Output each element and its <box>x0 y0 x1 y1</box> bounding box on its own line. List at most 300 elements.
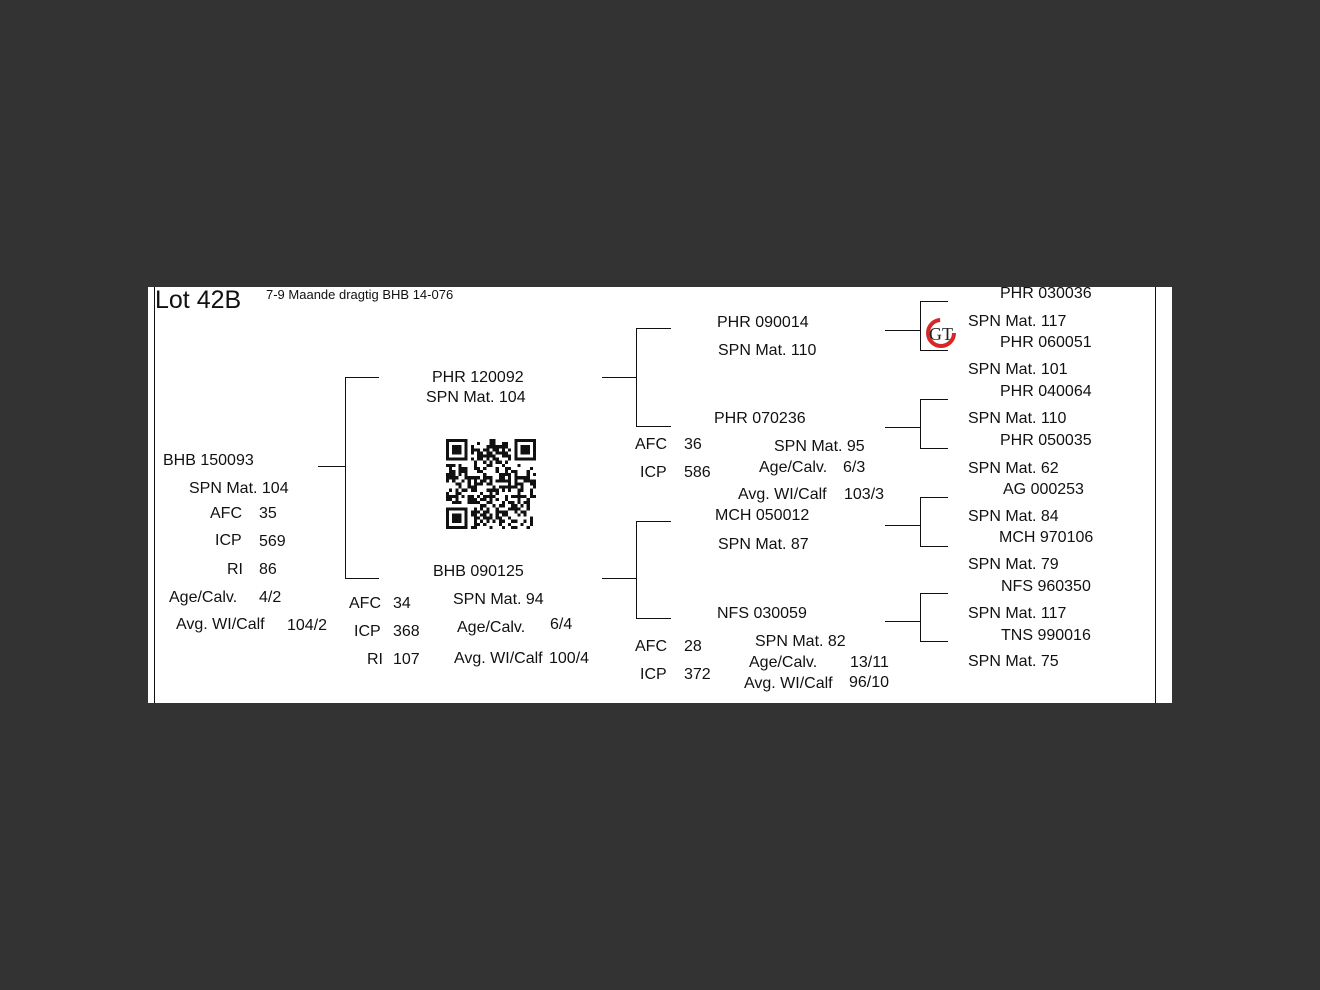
qr-module <box>458 517 461 520</box>
qr-module <box>514 507 517 510</box>
qr-module <box>514 495 517 498</box>
qr-module <box>486 507 489 510</box>
qr-module <box>489 489 492 492</box>
qr-module <box>505 461 508 464</box>
qr-module <box>514 476 517 479</box>
dam-ri: 107 <box>393 651 420 668</box>
qr-module <box>493 439 496 442</box>
qr-module <box>477 448 480 451</box>
g4-5-spn: SPN Mat. 84 <box>968 508 1059 525</box>
animal-spn: SPN Mat. 104 <box>189 480 289 497</box>
qr-module <box>471 445 474 448</box>
qr-module <box>452 448 455 451</box>
qr-module <box>502 501 505 504</box>
qr-module <box>493 495 496 498</box>
qr-module <box>489 517 492 520</box>
qr-module <box>533 479 536 482</box>
g4-2-spn: SPN Mat. 101 <box>968 361 1068 378</box>
qr-module <box>462 439 465 442</box>
sire-sire-id: PHR 090014 <box>717 314 809 331</box>
sire-connector <box>345 377 379 378</box>
qr-module <box>446 526 449 529</box>
qr-module <box>486 445 489 448</box>
g4-5-connector <box>920 497 948 498</box>
g4-7-id: NFS 960350 <box>1001 578 1091 595</box>
qr-module <box>474 486 477 489</box>
qr-module <box>502 520 505 523</box>
qr-module <box>449 464 452 467</box>
qr-module <box>502 464 505 467</box>
qr-module <box>524 513 527 516</box>
qr-module <box>514 451 517 454</box>
qr-module <box>455 458 458 461</box>
g4-7-connector <box>920 593 948 594</box>
sire-dam-age-label: Age/Calv. <box>759 459 828 476</box>
qr-module <box>474 461 477 464</box>
qr-module <box>505 455 508 458</box>
qr-module <box>511 520 514 523</box>
qr-module <box>505 467 508 470</box>
qr-module <box>465 526 468 529</box>
qr-module <box>514 445 517 448</box>
qr-module <box>496 451 499 454</box>
g3-2-bracket <box>920 399 921 449</box>
qr-module <box>446 445 449 448</box>
g3-1-bracket <box>920 301 921 351</box>
qr-module <box>514 520 517 523</box>
qr-module <box>505 445 508 448</box>
qr-module <box>446 513 449 516</box>
qr-module <box>533 495 536 498</box>
qr-module <box>530 492 533 495</box>
qr-module <box>477 451 480 454</box>
animal-age: 4/2 <box>259 589 282 606</box>
qr-module <box>465 523 468 526</box>
qr-module <box>465 470 468 473</box>
qr-module <box>458 486 461 489</box>
qr-module <box>455 451 458 454</box>
qr-module <box>449 507 452 510</box>
qr-module <box>496 507 499 510</box>
dam-connector <box>345 578 379 579</box>
qr-module <box>499 445 502 448</box>
qr-module <box>517 495 520 498</box>
g4-4-id: PHR 050035 <box>1000 432 1092 449</box>
qr-module <box>527 473 530 476</box>
g4-8-connector <box>920 641 948 642</box>
qr-module <box>530 517 533 520</box>
qr-module <box>455 492 458 495</box>
qr-module <box>458 492 461 495</box>
qr-module <box>483 455 486 458</box>
sire-dam-wt-label: Avg. WI/Calf <box>738 486 827 503</box>
qr-module <box>520 486 523 489</box>
qr-module <box>455 482 458 485</box>
qr-module <box>508 489 511 492</box>
sire-spn: SPN Mat. 104 <box>426 389 526 406</box>
qr-module <box>524 479 527 482</box>
animal-icp: 569 <box>259 533 286 550</box>
dam-afc: 34 <box>393 595 411 612</box>
qr-module <box>477 501 480 504</box>
qr-module <box>486 476 489 479</box>
qr-module <box>496 498 499 501</box>
sire-dam-afc-label: AFC <box>635 436 667 453</box>
qr-module <box>462 507 465 510</box>
sire-sire-connector <box>636 328 671 329</box>
qr-module <box>483 495 486 498</box>
qr-module <box>527 470 530 473</box>
qr-module <box>527 458 530 461</box>
qr-module <box>480 504 483 507</box>
qr-module <box>449 467 452 470</box>
qr-module <box>462 479 465 482</box>
qr-module <box>502 445 505 448</box>
qr-module <box>493 504 496 507</box>
animal-ri-label: RI <box>227 561 243 578</box>
qr-module <box>486 464 489 467</box>
qr-module <box>502 476 505 479</box>
dam-ri-label: RI <box>367 651 383 668</box>
dam-id: BHB 090125 <box>433 563 524 580</box>
qr-module <box>449 526 452 529</box>
dam-sire-id: MCH 050012 <box>715 507 810 524</box>
qr-module <box>520 495 523 498</box>
qr-module <box>446 507 449 510</box>
qr-module <box>458 445 461 448</box>
qr-module <box>533 473 536 476</box>
qr-module <box>514 473 517 476</box>
qr-module <box>483 523 486 526</box>
qr-module <box>477 470 480 473</box>
qr-module <box>496 492 499 495</box>
qr-module <box>486 517 489 520</box>
qr-module <box>489 482 492 485</box>
qr-module <box>474 517 477 520</box>
qr-module <box>499 517 502 520</box>
qr-module <box>446 451 449 454</box>
qr-module <box>530 495 533 498</box>
qr-module <box>533 445 536 448</box>
qr-module <box>452 526 455 529</box>
qr-module <box>524 476 527 479</box>
qr-module <box>520 439 523 442</box>
qr-module <box>474 489 477 492</box>
qr-module <box>458 467 461 470</box>
qr-module <box>511 526 514 529</box>
card-left-border <box>154 287 155 703</box>
qr-module <box>468 486 471 489</box>
g4-4-spn: SPN Mat. 62 <box>968 460 1059 477</box>
dam-dam-age: 13/11 <box>850 654 889 671</box>
qr-module <box>514 448 517 451</box>
dam-wt: 100/4 <box>549 650 590 667</box>
qr-module <box>474 464 477 467</box>
qr-module <box>505 486 508 489</box>
qr-module <box>452 470 455 473</box>
qr-module <box>489 492 492 495</box>
qr-module <box>496 489 499 492</box>
g4-4-connector <box>920 448 948 449</box>
g4-6-id: MCH 970106 <box>999 529 1094 546</box>
breeder-logo <box>924 316 960 350</box>
dam-dam-wt: 96/10 <box>849 674 890 691</box>
qr-module <box>458 470 461 473</box>
qr-module <box>483 513 486 516</box>
qr-module <box>533 455 536 458</box>
parents-bracket <box>345 377 346 579</box>
qr-module <box>452 473 455 476</box>
qr-module <box>502 489 505 492</box>
qr-module <box>486 451 489 454</box>
qr-module <box>480 498 483 501</box>
qr-module <box>486 510 489 513</box>
qr-module <box>449 439 452 442</box>
qr-module <box>452 507 455 510</box>
qr-module <box>514 470 517 473</box>
qr-module <box>468 498 471 501</box>
qr-module <box>489 526 492 529</box>
qr-module <box>452 464 455 467</box>
qr-module <box>502 479 505 482</box>
qr-module <box>465 489 468 492</box>
qr-module <box>527 479 530 482</box>
qr-module <box>530 520 533 523</box>
qr-module <box>446 510 449 513</box>
qr-module <box>471 510 474 513</box>
qr-module <box>474 513 477 516</box>
sire-dam-icp: 586 <box>684 464 711 481</box>
qr-module <box>483 467 486 470</box>
dam-icp-label: ICP <box>354 623 381 640</box>
dam-age: 6/4 <box>550 616 573 633</box>
qr-module <box>496 445 499 448</box>
qr-module <box>477 476 480 479</box>
qr-module <box>458 439 461 442</box>
qr-module <box>446 523 449 526</box>
qr-module <box>471 458 474 461</box>
qr-module <box>496 448 499 451</box>
sire-parents-bracket <box>636 328 637 427</box>
qr-module <box>483 448 486 451</box>
qr-module <box>458 513 461 516</box>
dam-dam-age-label: Age/Calv. <box>749 654 818 671</box>
qr-module <box>474 467 477 470</box>
dam-sire-spn: SPN Mat. 87 <box>718 536 809 553</box>
qr-module <box>458 520 461 523</box>
qr-module <box>508 507 511 510</box>
qr-module <box>455 448 458 451</box>
qr-module <box>462 458 465 461</box>
qr-module <box>524 510 527 513</box>
qr-module <box>508 486 511 489</box>
qr-module <box>499 479 502 482</box>
qr-module <box>465 467 468 470</box>
qr-module <box>502 513 505 516</box>
qr-module <box>530 489 533 492</box>
qr-module <box>474 448 477 451</box>
qr-module <box>499 510 502 513</box>
qr-module <box>462 495 465 498</box>
qr-module <box>486 482 489 485</box>
qr-module <box>477 482 480 485</box>
qr-module <box>511 486 514 489</box>
qr-module <box>468 476 471 479</box>
qr-module <box>477 523 480 526</box>
sire-id: PHR 120092 <box>432 369 524 386</box>
qr-module <box>471 476 474 479</box>
dam-dam-icp: 372 <box>684 666 711 683</box>
qr-module <box>458 448 461 451</box>
card-right-border <box>1155 287 1156 703</box>
animal-icp-label: ICP <box>215 532 242 549</box>
qr-module <box>517 507 520 510</box>
qr-module <box>530 523 533 526</box>
qr-module <box>480 513 483 516</box>
qr-module <box>446 455 449 458</box>
qr-module <box>496 510 499 513</box>
qr-module <box>527 448 530 451</box>
qr-module <box>496 458 499 461</box>
qr-module <box>474 482 477 485</box>
qr-module <box>508 517 511 520</box>
g4-2-id: PHR 060051 <box>1000 334 1092 351</box>
qr-module <box>474 479 477 482</box>
qr-module <box>471 498 474 501</box>
qr-module <box>514 455 517 458</box>
sire-dam-wt: 103/3 <box>844 486 885 503</box>
qr-module <box>483 504 486 507</box>
qr-module <box>527 445 530 448</box>
breeder-logo-text: GT <box>929 324 953 344</box>
qr-module <box>474 526 477 529</box>
qr-module <box>508 473 511 476</box>
qr-module <box>493 442 496 445</box>
qr-module <box>489 461 492 464</box>
qr-module <box>496 479 499 482</box>
qr-module <box>471 486 474 489</box>
qr-module <box>452 479 455 482</box>
dam-dam-wt-label: Avg. WI/Calf <box>744 675 833 692</box>
qr-module <box>533 439 536 442</box>
qr-module <box>489 445 492 448</box>
qr-module <box>496 517 499 520</box>
qr-module <box>474 520 477 523</box>
qr-module <box>455 501 458 504</box>
qr-module <box>502 510 505 513</box>
qr-module <box>480 520 483 523</box>
qr-module <box>517 513 520 516</box>
qr-module <box>446 498 449 501</box>
qr-module <box>499 486 502 489</box>
qr-module <box>517 476 520 479</box>
g4-1-spn: SPN Mat. 117 <box>968 313 1067 330</box>
qr-module <box>520 445 523 448</box>
dam-dam-id: NFS 030059 <box>717 605 807 622</box>
qr-module <box>455 526 458 529</box>
dam-afc-label: AFC <box>349 595 381 612</box>
qr-module <box>455 507 458 510</box>
qr-module <box>465 445 468 448</box>
qr-module <box>514 486 517 489</box>
qr-module <box>489 479 492 482</box>
qr-module <box>486 489 489 492</box>
lot-subtitle: 7-9 Maande dragtig BHB 14-076 <box>266 287 454 302</box>
animal-wt-label: Avg. WI/Calf <box>176 616 265 633</box>
g3-4-bracket <box>920 593 921 642</box>
qr-module <box>517 501 520 504</box>
qr-module <box>471 513 474 516</box>
qr-module <box>530 479 533 482</box>
qr-module <box>527 439 530 442</box>
animal-connector <box>318 466 345 467</box>
qr-module <box>474 523 477 526</box>
g4-6-connector <box>920 546 948 547</box>
qr-module <box>477 510 480 513</box>
qr-module <box>489 464 492 467</box>
qr-module <box>471 448 474 451</box>
qr-module <box>458 458 461 461</box>
qr-module <box>465 458 468 461</box>
qr-module <box>527 498 530 501</box>
qr-module <box>511 495 514 498</box>
qr-module <box>455 517 458 520</box>
qr-module <box>477 458 480 461</box>
qr-module <box>480 458 483 461</box>
qr-module <box>477 517 480 520</box>
qr-module <box>446 517 449 520</box>
sire-dam-spn: SPN Mat. 95 <box>774 438 865 455</box>
qr-module <box>505 479 508 482</box>
qr-module <box>496 467 499 470</box>
qr-module <box>489 498 492 501</box>
qr-module <box>465 473 468 476</box>
qr-module <box>452 513 455 516</box>
sire-dam-afc: 36 <box>684 436 702 453</box>
g4-6-spn: SPN Mat. 79 <box>968 556 1059 573</box>
qr-module <box>465 476 468 479</box>
sire-sire-spn: SPN Mat. 110 <box>718 342 817 359</box>
qr-module <box>511 504 514 507</box>
qr-module <box>455 476 458 479</box>
qr-module <box>455 445 458 448</box>
qr-module <box>480 507 483 510</box>
dam-parents-bracket <box>636 521 637 619</box>
qr-module <box>533 451 536 454</box>
qr-module <box>502 473 505 476</box>
qr-module <box>527 526 530 529</box>
qr-module <box>452 501 455 504</box>
animal-ri: 86 <box>259 561 277 578</box>
qr-module <box>449 489 452 492</box>
animal-id: BHB 150093 <box>163 452 254 469</box>
qr-module <box>514 510 517 513</box>
g3-1-connector <box>885 330 920 331</box>
qr-module <box>527 476 530 479</box>
qr-module <box>517 498 520 501</box>
qr-module <box>486 448 489 451</box>
qr-module <box>520 448 523 451</box>
qr-module <box>520 523 523 526</box>
qr-module <box>449 495 452 498</box>
qr-module <box>452 458 455 461</box>
animal-afc-label: AFC <box>210 505 242 522</box>
qr-module <box>468 479 471 482</box>
qr-module <box>524 439 527 442</box>
qr-module <box>483 461 486 464</box>
qr-module <box>493 448 496 451</box>
dam-dam-spn: SPN Mat. 82 <box>755 633 846 650</box>
